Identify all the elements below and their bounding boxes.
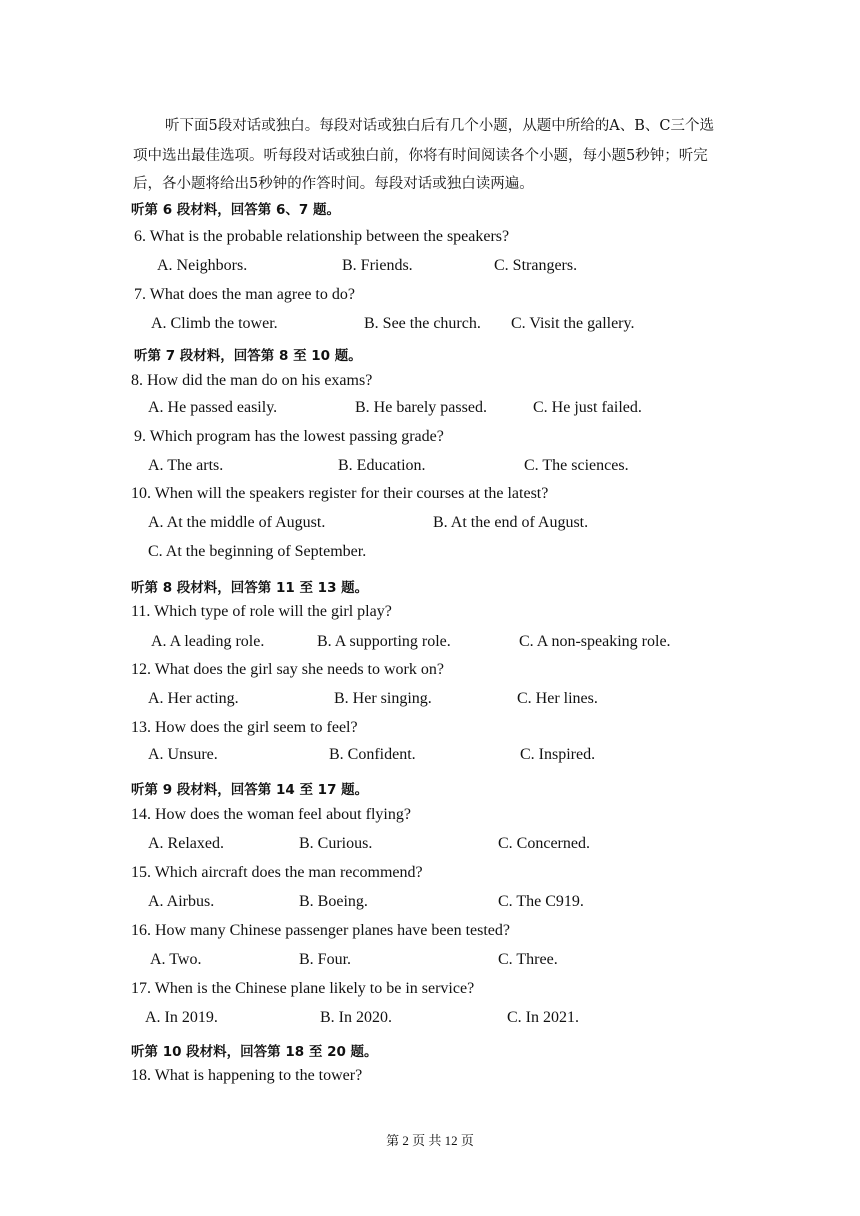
option-a: A. Two.: [150, 951, 202, 968]
option-c: C. Strangers.: [494, 257, 578, 274]
option-c: C. Visit the gallery.: [511, 315, 635, 332]
section-heading: 听第 10 段材料，回答第 18 至 20 题。: [131, 1044, 378, 1060]
option-b: B. Education.: [338, 457, 426, 474]
instructions-line-2: 项中选出最佳选项。听每段对话或独白前，你将有时间阅读各个小题，每小题5秒钟；听完: [133, 148, 708, 164]
option-c: C. Inspired.: [520, 746, 596, 763]
option-b: B. Boeing.: [299, 893, 368, 910]
option-a: A. At the middle of August.: [148, 514, 326, 531]
section-heading: 听第 9 段材料，回答第 14 至 17 题。: [131, 782, 369, 798]
option-a: A. Climb the tower.: [151, 315, 278, 332]
question-stem: 12. What does the girl say she needs to work on?: [131, 661, 444, 678]
option-b: B. Friends.: [342, 257, 413, 274]
option-a: A. He passed easily.: [148, 399, 278, 416]
instructions-line-1: 听下面5段对话或独白。每段对话或独白后有几个小题，从题中所给的A、B、C三个选: [165, 118, 714, 134]
option-a: A. Her acting.: [148, 690, 239, 707]
option-b: B. A supporting role.: [317, 633, 451, 650]
page-footer: 第 2 页 共 12 页: [386, 1133, 474, 1148]
question-stem: 7. What does the man agree to do?: [134, 286, 355, 303]
option-c: C. Three.: [498, 951, 558, 968]
option-b: B. Her singing.: [334, 690, 432, 707]
question-stem: 10. When will the speakers register for their courses at the latest?: [131, 485, 549, 502]
section-heading: 听第 7 段材料，回答第 8 至 10 题。: [134, 348, 362, 364]
option-b: B. Confident.: [329, 746, 416, 763]
option-c: C. At the beginning of September.: [148, 543, 367, 560]
option-c: C. Concerned.: [498, 835, 590, 852]
question-stem: 15. Which aircraft does the man recommend?: [131, 864, 423, 881]
question-stem: 8. How did the man do on his exams?: [131, 372, 373, 389]
option-b: B. Four.: [299, 951, 352, 968]
option-a: A. Airbus.: [148, 893, 215, 910]
option-a: A. A leading role.: [151, 633, 265, 650]
question-stem: 11. Which type of role will the girl play?: [131, 603, 392, 620]
section-heading: 听第 8 段材料，回答第 11 至 13 题。: [131, 580, 369, 596]
option-b: B. See the church.: [364, 315, 481, 332]
option-a: A. Relaxed.: [148, 835, 224, 852]
option-c: C. The C919.: [498, 893, 584, 910]
option-b: B. Curious.: [299, 835, 373, 852]
option-c: C. He just failed.: [533, 399, 642, 416]
question-stem: 9. Which program has the lowest passing grade?: [134, 428, 444, 445]
question-stem: 16. How many Chinese passenger planes have been tested?: [131, 922, 510, 939]
option-c: C. The sciences.: [524, 457, 629, 474]
question-stem: 6. What is the probable relationship between the speakers?: [134, 228, 510, 245]
option-a: A. Neighbors.: [157, 257, 248, 274]
question-stem: 18. What is happening to the tower?: [131, 1067, 363, 1084]
option-a: A. In 2019.: [145, 1009, 218, 1026]
option-a: A. Unsure.: [148, 746, 218, 763]
option-c: C. In 2021.: [507, 1009, 579, 1026]
question-stem: 14. How does the woman feel about flying?: [131, 806, 411, 823]
question-stem: 13. How does the girl seem to feel?: [131, 719, 358, 736]
option-a: A. The arts.: [148, 457, 224, 474]
option-c: C. Her lines.: [517, 690, 598, 707]
question-stem: 17. When is the Chinese plane likely to be in service?: [131, 980, 475, 997]
option-b: B. He barely passed.: [355, 399, 487, 416]
section-heading: 听第 6 段材料，回答第 6、7 题。: [131, 202, 340, 218]
option-c: C. A non-speaking role.: [519, 633, 671, 650]
instructions-line-3: 后，各小题将给出5秒钟的作答时间。每段对话或独白读两遍。: [133, 176, 534, 192]
option-b: B. At the end of August.: [433, 514, 589, 531]
option-b: B. In 2020.: [320, 1009, 392, 1026]
